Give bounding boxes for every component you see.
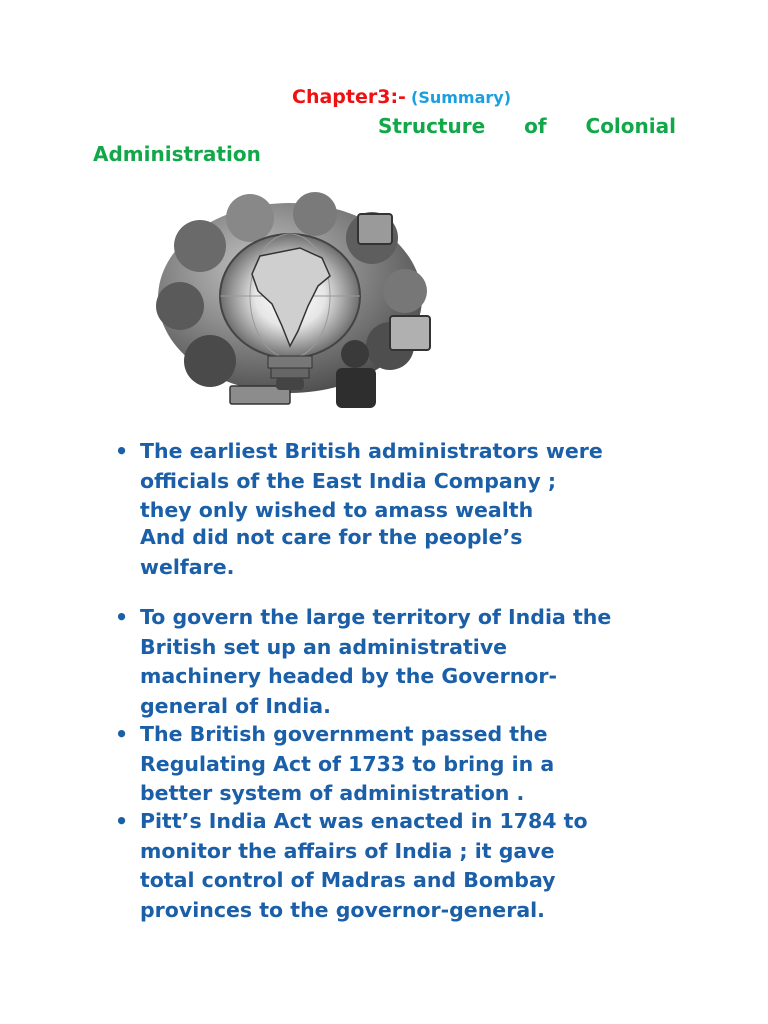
- title-word: Structure: [378, 114, 486, 138]
- bullet-icon: •: [115, 605, 129, 629]
- page-title-continued: Administration: [93, 142, 261, 166]
- list-item: [115, 437, 715, 527]
- list-item-continuation: [115, 523, 715, 583]
- list-item-text: Pitt’s India Act was enacted in 1784 to monitor the affairs of India ; it gave total control of Madras and Bombay provinces to the governor-general.: [140, 809, 588, 922]
- india-globe-collage-icon: [140, 186, 445, 422]
- page-title: [378, 114, 676, 138]
- chapter-label: Chapter3:-: [292, 86, 406, 108]
- list-item: [115, 807, 715, 927]
- bullet-icon: •: [115, 722, 129, 746]
- list-item-text: The earliest British administrators were officials of the East India Company ; they only wished to amass wealth: [140, 439, 603, 522]
- list-item: [115, 603, 715, 723]
- list-item-text: To govern the large territory of India the British set up an administrative machinery headed by the Governor- general of India.: [140, 605, 612, 718]
- list-item-text: The British government passed the Regulating Act of 1733 to bring in a better system of administration .: [140, 722, 555, 805]
- title-word: Colonial: [585, 114, 676, 138]
- list-item: [115, 720, 715, 810]
- bullet-icon: •: [115, 439, 129, 463]
- list-item-text: And did not care for the people’s welfare.: [140, 525, 523, 579]
- summary-label: (Summary): [411, 88, 512, 107]
- chapter-heading: [292, 86, 511, 108]
- title-word: of: [524, 114, 547, 138]
- bullet-icon: •: [115, 809, 129, 833]
